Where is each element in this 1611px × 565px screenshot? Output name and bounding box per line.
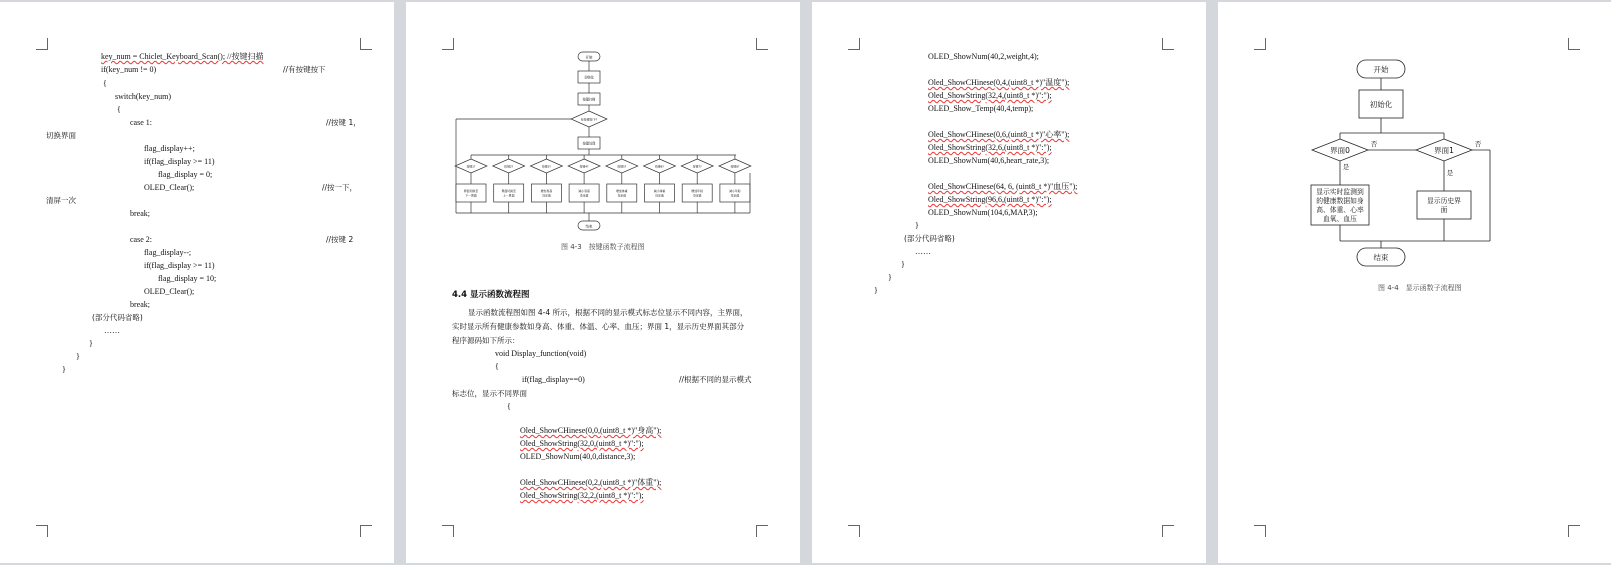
code-comment: //按一下， <box>322 183 358 192</box>
crop-mark <box>36 38 48 50</box>
code-line: flag_display = 10; <box>158 274 217 283</box>
flow-end-label: 结束 <box>585 224 593 229</box>
code-comment: (部分代码省略) <box>92 313 143 322</box>
flow-action-label: 设定值 <box>617 193 627 198</box>
paragraph-line: 显示函数流程图如图 4-4 所示，根据不同的显示模式标志位显示不同内容，主界面， <box>468 308 748 317</box>
code-line: switch(key_num) <box>115 92 171 101</box>
code-line: } <box>76 352 80 361</box>
crop-mark <box>1162 38 1174 50</box>
flow-init-label: 初始化 <box>584 75 594 80</box>
flow-handle-label: 按键处理 <box>582 141 596 146</box>
flow-decision-label-0: 界面0 <box>1330 146 1350 155</box>
code-line: Oled_ShowCHinese(64, 6, (uint8_t *)"血压"); <box>928 182 1078 191</box>
code-line: { <box>103 79 107 88</box>
code-line: Oled_ShowString(32,2,(uint8_t *)":"); <box>520 491 644 500</box>
crop-mark <box>442 38 454 50</box>
code-comment: //根据不同的显示模式 <box>679 375 752 384</box>
flow-action-label: 设定值 <box>655 193 664 198</box>
flow-box0-line: 的健康数据如身 <box>1316 197 1364 205</box>
code-line: if(flag_display >= 11) <box>144 157 215 166</box>
document-page-3 <box>812 2 1206 563</box>
code-line: break; <box>130 300 150 309</box>
flow-action-label: 设定值 <box>692 193 702 198</box>
code-comment: //按键 1， <box>326 118 361 127</box>
flow-action-label: 界面切换至 <box>501 189 516 193</box>
document-page-1 <box>0 2 394 563</box>
code-line: if(key_num != 0) <box>101 65 157 74</box>
flow-action-label: 增加年龄 <box>691 189 703 193</box>
crop-mark <box>1568 38 1580 50</box>
flow-action-label: 设定值 <box>579 193 589 198</box>
code-line: flag_display = 0; <box>158 170 213 179</box>
flow-branch-label: 按键8? <box>730 164 740 169</box>
flow-branch-label: 按键1? <box>466 164 476 169</box>
flow-branch-label: 按键2? <box>504 164 514 169</box>
code-line: } <box>89 339 93 348</box>
code-line: OLED_Clear(); <box>144 287 195 296</box>
code-line: flag_display++; <box>144 144 195 153</box>
flow-action-label: 设定值 <box>542 193 551 198</box>
flow-action-label: 下一界面 <box>465 193 477 198</box>
code-line: OLED_ShowNum(40,0,distance,3); <box>520 452 636 461</box>
code-line: if(flag_display==0) <box>522 375 585 384</box>
crop-mark <box>1162 525 1174 537</box>
code-line: OLED_ShowNum(104,6,MAP,3); <box>928 208 1038 217</box>
flow-scan-label: 按键扫描 <box>582 97 596 102</box>
code-line: } <box>874 286 878 295</box>
flow-action-label: 减小年龄 <box>729 189 741 193</box>
code-line: { <box>495 362 499 371</box>
code-line: …… <box>915 247 931 256</box>
code-line: } <box>888 273 892 282</box>
code-line: break; <box>130 209 150 218</box>
flow-decision-label-1: 界面1 <box>1434 146 1454 155</box>
flow-init-label: 初始化 <box>1369 100 1393 109</box>
code-comment: 标志位，显示不同界面 <box>452 389 527 398</box>
crop-mark <box>848 38 860 50</box>
flow-end-label: 结束 <box>1373 253 1389 262</box>
flow-branch-label: 按键5? <box>617 164 627 169</box>
code-line: Oled_ShowString(96,6,(uint8_t *)":"); <box>928 195 1052 204</box>
flow-action-label: 增加体重 <box>616 189 628 193</box>
flow-yes-label: 是 <box>1446 169 1454 177</box>
flow-start-label: 开始 <box>585 55 593 60</box>
flow-decision-label: 有按键按下? <box>580 117 598 122</box>
crop-mark <box>1254 525 1266 537</box>
code-line: OLED_ShowNum(40,6,heart_rate,3); <box>928 156 1050 165</box>
flow-branch-label: 按键6? <box>655 164 664 169</box>
display-function-flowchart <box>1308 57 1508 277</box>
code-line: OLED_Show_Temp(40,4,temp); <box>928 104 1034 113</box>
flow-yes-label: 是 <box>1342 163 1350 171</box>
flow-action-label: 减小身高 <box>578 189 590 193</box>
crop-mark <box>756 525 768 537</box>
code-line: flag_display--; <box>144 248 192 257</box>
code-line: } <box>62 365 66 374</box>
code-comment: 清屏一次 <box>46 196 76 205</box>
flow-box1-line: 显示历史界 <box>1427 197 1461 205</box>
code-line: OLED_ShowNum(40,2,weight,4); <box>928 52 1039 61</box>
flow-start-label: 开始 <box>1373 65 1389 74</box>
figure-caption: 图 4-3 按键函数子流程图 <box>561 243 645 251</box>
code-line: Oled_ShowCHinese(0,6,(uint8_t *)"心率"); <box>928 130 1070 139</box>
code-line: Oled_ShowString(32,6,(uint8_t *)":"); <box>928 143 1052 152</box>
code-line: key_num = Chiclet_Keyboard_Scan(); //按键扫描 <box>101 52 264 61</box>
crop-mark <box>1568 525 1580 537</box>
paragraph-line: 程序源码如下所示： <box>452 336 520 345</box>
code-line: case 2: <box>130 235 152 244</box>
code-line: { <box>507 402 511 411</box>
code-line: Oled_ShowCHinese(0,2,(uint8_t *)"体重"); <box>520 478 662 487</box>
code-comment: (部分代码省略) <box>904 234 955 243</box>
key-function-flowchart <box>454 47 754 237</box>
crop-mark <box>1254 38 1266 50</box>
flow-action-label: 减小体重 <box>653 189 666 193</box>
crop-mark <box>360 38 372 50</box>
flow-no-label: 否 <box>1474 140 1482 148</box>
code-line: case 1: <box>130 118 152 127</box>
code-line: Oled_ShowCHinese(0,4,(uint8_t *)"温度"); <box>928 78 1070 87</box>
flow-action-label: 设定值 <box>730 193 740 198</box>
code-line: Oled_ShowCHinese(0,0,(uint8_t *)"身高"); <box>520 426 662 435</box>
code-comment: //按键 2 <box>326 235 354 244</box>
code-line: if(flag_display >= 11) <box>144 261 215 270</box>
flow-box0-line: 显示实时监测到 <box>1316 188 1364 196</box>
crop-mark <box>360 525 372 537</box>
flow-action-label: 上一界面 <box>502 193 515 198</box>
flow-branch-label: 按键4? <box>579 164 589 169</box>
flow-action-label: 界面切换至 <box>463 189 479 193</box>
flow-branch-label: 按键7? <box>692 164 702 169</box>
crop-mark <box>756 38 768 50</box>
document-page-2 <box>406 2 800 563</box>
section-heading: 4.4 显示函数流程图 <box>452 290 530 300</box>
code-line: OLED_Clear(); <box>144 183 195 192</box>
code-line: Oled_ShowString(32,4,(uint8_t *)":"); <box>928 91 1052 100</box>
document-page-4 <box>1218 2 1611 563</box>
flow-box0-line: 血氧、血压 <box>1323 215 1357 223</box>
code-line: …… <box>104 326 120 335</box>
flow-action-label: 增加身高 <box>540 189 553 193</box>
flow-no-label: 否 <box>1370 140 1378 148</box>
code-line: void Display_function(void) <box>495 349 587 358</box>
flow-box0-line: 高、体重、心率 <box>1316 206 1364 214</box>
flow-box1-line: 面 <box>1440 206 1448 214</box>
code-line: } <box>915 221 919 230</box>
crop-mark <box>848 525 860 537</box>
figure-caption: 图 4-4 显示函数子流程图 <box>1378 284 1462 292</box>
paragraph-line: 实时显示所有健康参数如身高、体重、体温、心率、血压；界面 1，显示历史界面其部分 <box>452 322 745 331</box>
crop-mark <box>36 525 48 537</box>
flow-branch-label: 按键3? <box>541 164 551 169</box>
code-line: } <box>901 260 905 269</box>
code-line: { <box>117 105 121 114</box>
code-comment: 切换界面 <box>46 131 76 140</box>
crop-mark <box>442 525 454 537</box>
code-line: Oled_ShowString(32,0,(uint8_t *)":"); <box>520 439 644 448</box>
code-comment: //有按键按下 <box>283 65 326 74</box>
